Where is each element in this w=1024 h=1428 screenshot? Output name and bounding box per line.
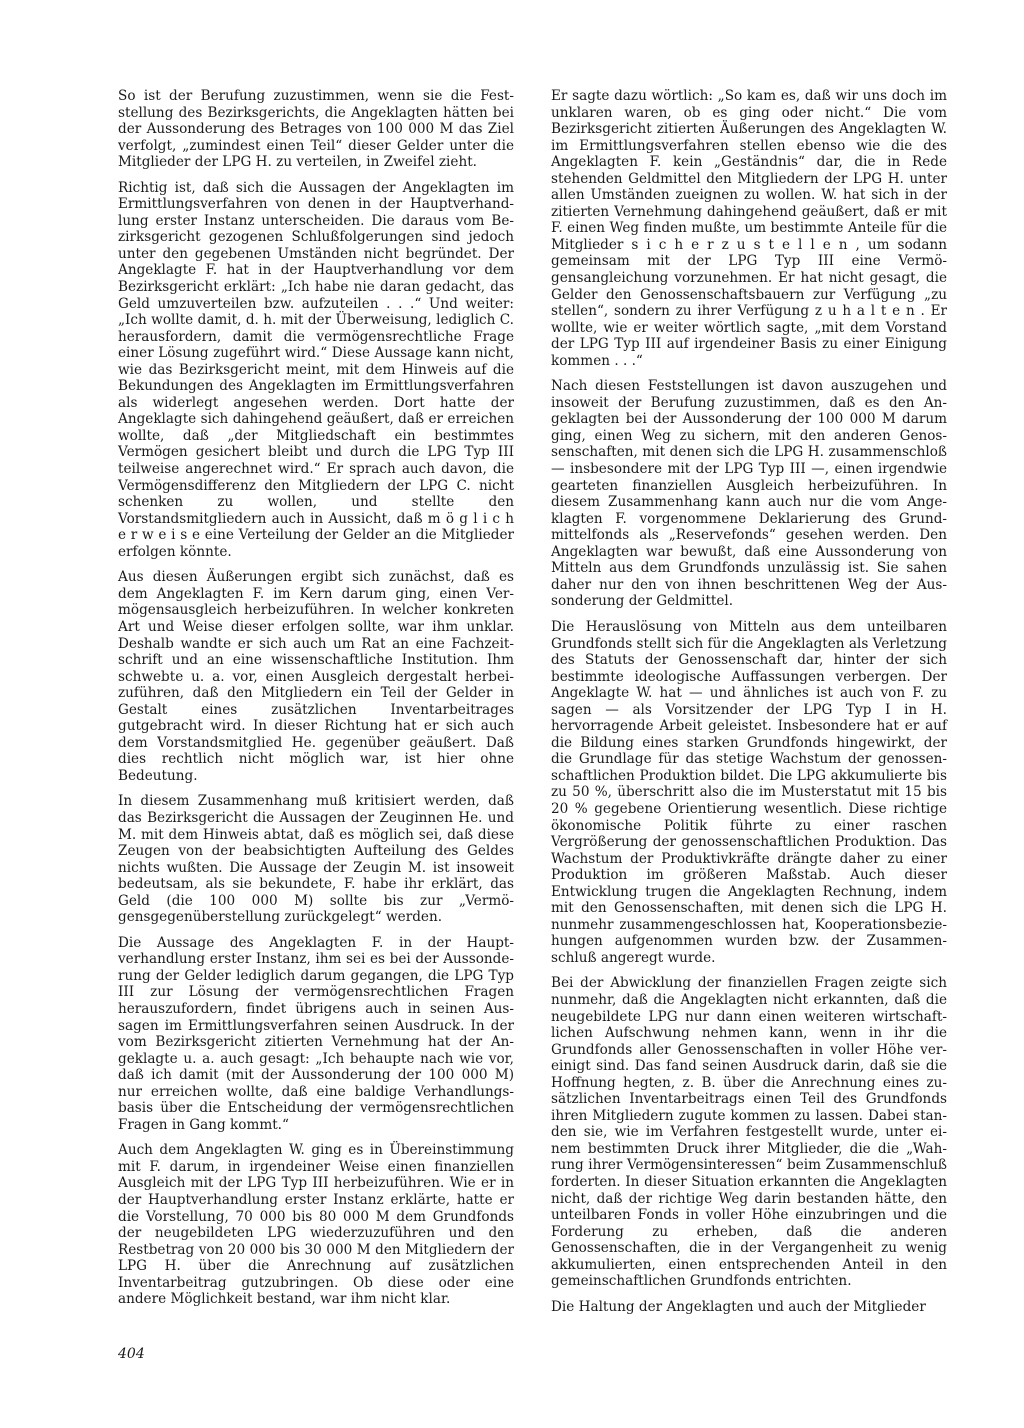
paragraph: Die Haltung der Angeklagten und auch der Mitglieder (551, 1298, 926, 1315)
paragraph: Nach diesen Feststellungen ist davon auszugehen und insoweit der Berufung zuzustimmen, daß es den Angeklagten bei der Aussonderung der 100 000 M darum ging, einen Weg zu sichern, mit den anderen Genossenschaften, mit denen sich die LPG H. zusammenschloß — insbesondere mit der LPG Typ III —, einen irgendwie gearteten finanziellen Ausgleich herbeizuführen. In diesem Zusammenhang kann auch nur die vom Angeklagten F. vorgenommene Deklarierung des Grundmittelfonds als „Reservefonds“ gesehen werden. Den Angeklagten war bewußt, daß eine Aussonderung von Mitteln aus dem Grundfonds unzulässig ist. Sie sahen daher nur den von ihnen beschrittenen Weg der Aussonderung der Geldmittel. (551, 378, 947, 610)
paragraph: In diesem Zusammenhang muß kritisiert werden, daß das Bezirksgericht die Aussagen der Zeuginnen He. und M. mit dem Hinweis abtat, daß es möglich sei, daß diese Zeugen von der beabsichtigten Aufteilung des Geldes nichts wußten. Die Aussage der Zeugin M. ist insoweit bedeutsam, als sie bekundete, F. habe ihr erklärt, das Geld (die 100 000 M) sollte bis zur „Vermögensgegenüberstellung zurückgelegt“ werden. (118, 793, 514, 926)
paragraph: So ist der Berufung zuzustimmen, wenn sie die Feststellung des Bezirksgerichts, die Angeklagten hätten bei der Aussonderung des Betrages von 100 000 M das Ziel verfolgt, „zumindest einen Teil“ dieser Gelder unter die Mitglieder der LPG H. zu verteilen, in Zweifel zieht. (118, 88, 514, 171)
paragraph: Auch dem Angeklagten W. ging es in Übereinstimmung mit F. darum, in irgendeiner Weise einen finanziellen Ausgleich mit der LPG Typ III herbeizuführen. Wie er in der Hauptverhandlung erster Instanz erklärte, hatte er die Vorstellung, 70 000 bis 80 000 M dem Grundfonds der neugebildeten LPG wiederzuzuführen und den Restbetrag von 20 000 bis 30 000 M den Mitgliedern der LPG H. über die Anrechnung auf zusätzlichen Inventarbeitrag gutzubringen. Ob diese oder eine andere Möglichkeit bestand, war ihm nicht klar. (118, 1142, 514, 1308)
paragraph: Er sagte dazu wörtlich: „So kam es, daß wir uns doch im unklaren waren, ob es ging oder nicht.“ Die vom Bezirksgericht zitierten Äußerungen des Angeklagten W. im Ermittlungsverfahren stellen ebenso wie die des Angeklagten F. kein „Geständnis“ dar, die in Rede stehenden Geldmittel den Mitgliedern der LPG H. unter allen Umständen zueignen zu wollen. W. hat sich in der zitierten Vernehmung dahingehend geäußert, daß er mit F. einen Weg finden mußte, um bestimmte Anteile für die Mitglieder s i c h e r z u s t e l l e n , um sodann gemeinsam mit der LPG Typ III eine Vermögensangleichung vorzunehmen. Er hat nicht gesagt, die Gelder den Genossenschaftsbauern zur Verfügung „zu stellen“, sondern zu ihrer Verfügung z u h a l t e n . Er wollte, wie er weiter wörtlich sagte, „mit dem Vorstand der LPG Typ III auf irgendeiner Basis zu einer Einigung kommen . . .“ (551, 88, 947, 369)
paragraph: Aus diesen Äußerungen ergibt sich zunächst, daß es dem Angeklagten F. im Kern darum ging, einen Vermögensausgleich herbeizuführen. In welcher konkreten Art und Weise dieser erfolgen sollte, war ihm unklar. Deshalb wandte er sich auch um Rat an eine Fachzeitschrift und an eine wissenschaftliche Institution. Ihm schwebte u. a. vor, einen Ausgleich dergestalt herbeizuführen, daß den Mitgliedern ein Teil der Gelder in Gestalt eines zusätzlichen Inventarbeitrages gutgebracht wird. In dieser Richtung hat er sich auch dem Vorstandsmitglied He. gegenüber geäußert. Daß dies rechtlich nicht möglich war, ist hier ohne Bedeutung. (118, 569, 514, 784)
page-number: 404 (118, 1346, 145, 1362)
paragraph: Richtig ist, daß sich die Aussagen der Angeklagten im Ermittlungsverfahren von denen in der Hauptverhandlung erster Instanz unterscheiden. Die daraus vom Bezirksgericht gezogenen Schlußfolgerungen sind jedoch unter den gegebenen Umständen nicht begründet. Der Angeklagte F. hat in der Hauptverhandlung vor dem Bezirksgericht erklärt: „Ich habe nie daran gedacht, das Geld umzuverteilen bzw. aufzuteilen . . .“ Und weiter: „Ich wollte damit, d. h. mit der Überweisung, lediglich C. herausfordern, damit die vermögensrechtliche Frage einer Lösung zugeführt wird.“ Diese Aussage kann nicht, wie das Bezirksgericht meint, mit dem Hinweis auf die Bekundungen des Angeklagten im Ermittlungsverfahren als widerlegt angesehen werden. Dort hatte der Angeklagte sich dahingehend geäußert, daß er erreichen wollte, daß „der Mitgliedschaft ein bestimmtes Vermögen gesichert bleibt und durch die LPG Typ III teilweise angerechnet wird.“ Er sprach auch davon, die Vermögensdifferenz den Mitgliedern der LPG C. nicht schenken zu wollen, und stellte den Vorstandsmitgliedern auch in Aussicht, daß m ö g l i c h e r w e i s e eine Verteilung der Gelder an die Mitglieder erfolgen könnte. (118, 179, 514, 560)
left-text-column (118, 88, 514, 1308)
right-text-column (551, 88, 947, 1315)
paragraph: Bei der Abwicklung der finanziellen Fragen zeigte sich nunmehr, daß die Angeklagten nicht erkannten, daß die neugebildete LPG nur dann einen weiteren wirtschaftlichen Aufschwung nehmen kann, wenn in ihr die Grundfonds aller Genossenschaften in voller Höhe vereinigt sind. Das fand seinen Ausdruck darin, daß sie die Hoffnung hegten, z. B. über die Anrechnung eines zusätzlichen Inventarbeitrags einen Teil des Grundfonds ihren Mitgliedern zugute kommen zu lassen. Dabei standen sie, wie im Verfahren festgestellt wurde, unter einem bestimmten Druck ihrer Mitglieder, die die „Wahrung ihrer Vermögensinteressen“ beim Zusammenschluß forderten. In dieser Situation erkannten die Angeklagten nicht, daß der richtige Weg darin bestanden hätte, den unteilbaren Fonds in voller Höhe einzubringen und die Forderung zu erheben, daß die anderen Genossenschaften, die in der Vergangenheit zu wenig akkumulierten, einen entsprechenden Anteil in den gemeinschaftlichen Grundfonds entrichten. (551, 975, 947, 1290)
paragraph: Die Herauslösung von Mitteln aus dem unteilbaren Grundfonds stellt sich für die Angeklagten als Verletzung des Statuts der Genossenschaft dar, hinter der sich bestimmte ideologische Auffassungen verbergen. Der Angeklagte W. hat — und ähnliches ist auch von F. zu sagen — als Vorsitzender der LPG Typ I in H. hervorragende Arbeit geleistet. Insbesondere hat er auf die Bildung eines starken Grundfonds hingewirkt, der die Grundlage für das stetige Wachstum der genossenschaftlichen Produktion bildet. Die LPG akkumulierte bis zu 50 %, überschritt also die im Musterstatut mit 15 bis 20 % gegebene Orientierung wesentlich. Diese richtige ökonomische Politik führte zu einer raschen Vergrößerung der genossenschaftlichen Produktion. Das Wachstum der Produktivkräfte drängte daher zu einer Produktion im größeren Maßstab. Auch dieser Entwicklung trugen die Angeklagten Rechnung, indem mit den Genossenschaften, mit denen sich die LPG H. nunmehr zusammengeschlossen hat, Kooperationsbeziehungen aufgenommen wurden bzw. der Zusammenschluß angeregt wurde. (551, 618, 947, 966)
paragraph: Die Aussage des Angeklagten F. in der Hauptverhandlung erster Instanz, ihm sei es bei der Aussonderung der Gelder lediglich darum gegangen, die LPG Typ III zur Lösung der vermögensrechtlichen Fragen herauszufordern, findet übrigens auch in seinen Aussagen im Ermittlungsverfahren seinen Ausdruck. In der vom Bezirksgericht zitierten Vernehmung hat der Angeklagte u. a. auch gesagt: „Ich behaupte nach wie vor, daß ich damit (mit der Aussonderung der 100 000 M) nur erreichen wollte, daß eine baldige Verhandlungsbasis über die Entscheidung der vermögensrechtlichen Fragen in Gang kommt.“ (118, 934, 514, 1133)
